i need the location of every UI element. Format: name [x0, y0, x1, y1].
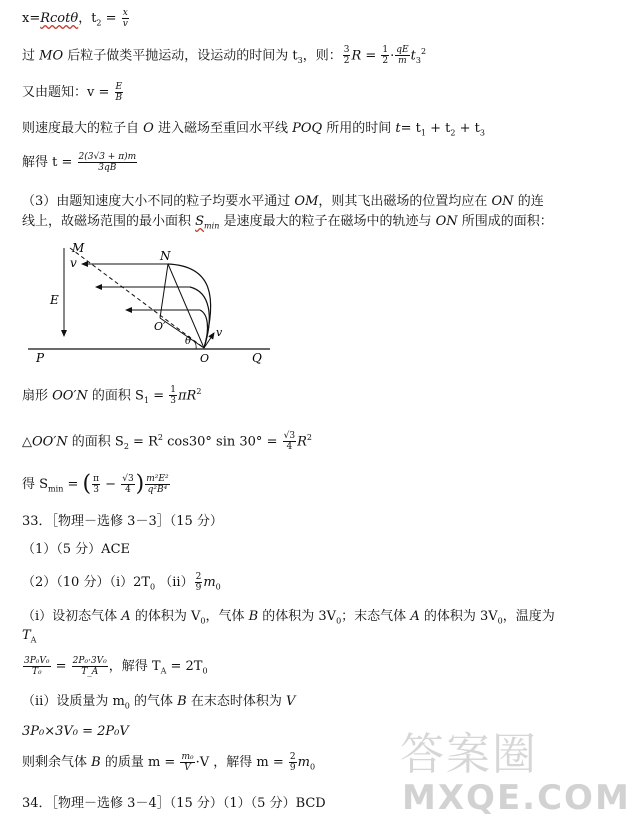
fraction: $\frac{\pi}{3}$ — [93, 474, 100, 495]
text-line-14: （i）设初态气体 A 的体积为 $V_0$，气体 B 的体积为 $3V_0$；末态气体 A 的体积为 $3V_0$，温度为 — [22, 609, 555, 626]
label-o: O — [200, 352, 210, 365]
fraction: $\frac{2}{9}$ — [289, 752, 296, 773]
eq-line-18: 3P₀×3V₀ = 2P₀V — [22, 724, 129, 739]
eq-line-4: 则速度最大的粒子自 O 进入磁场至重回水平线 POQ 所用的时间 $t= t_1 + t_2 + t_3$ — [22, 121, 485, 138]
fraction: $\frac{\text{m²E²}}{\text{q²B⁴}}$ — [146, 474, 169, 495]
text-line-15: $T_A$ — [22, 628, 37, 645]
text-line-6: （3）由题知速度大小不同的粒子均要水平通过 OM，则其飞出磁场的位置均应在 ON 的连 — [22, 194, 544, 209]
fraction: $\frac{√3}{4}$ — [122, 474, 134, 495]
magnetic-field-diagram — [0, 236, 582, 366]
watermark-en: MXQE.COM — [402, 778, 631, 818]
dashed-line-om — [70, 248, 204, 348]
watermark-zh: 答案圈 — [400, 729, 538, 780]
eq-line-16: $\frac{\text{3P₀V₀}}{\text{T₀}}$ = $\frac{\text{2P₀·3V₀}}{T\_A}$ ，解得 $T_A = 2T_0$ — [24, 656, 208, 677]
label-oprime: O′ — [154, 320, 166, 333]
wavy-underlined-term: $S_{min}$ — [195, 214, 220, 231]
fraction: $\frac{2}{9}$ — [195, 572, 202, 593]
fraction: $\frac{√3}{4}$ — [283, 431, 296, 453]
label-v-top: v — [70, 256, 77, 270]
answer-1: （1）（5 分）ACE — [22, 542, 130, 557]
label-p: P — [36, 351, 45, 365]
fraction: $\frac{\text{3P₀V₀}}{\text{T₀}}$ — [24, 656, 50, 677]
label-theta: θ — [185, 336, 192, 347]
fraction: $\frac{3}{2}$ — [343, 45, 350, 67]
section-33-heading: 33．［物理－选修 3－3］（15 分） — [22, 514, 223, 529]
eq-line-5: 解得 t = $\frac{2(3√3 + \pi)m}{3qB}$ — [22, 152, 137, 173]
watermark-logo — [392, 718, 631, 823]
label-n: N — [160, 249, 171, 263]
fraction: $\frac{\text{m₀}}{V}$ — [181, 752, 194, 773]
eq-line-2: 过 MO 后粒子做类平抛运动，设运动的时间为 $t_3$，则： $\frac{3}{2}$ R = $\frac{1}{2}$ · $\frac{qE}{m}$ $t_3^2$ — [22, 45, 427, 67]
wavy-underlined-term: Rcotθ — [40, 11, 79, 26]
text-line-7: 线上，故磁场范围的最小面积 $S_{min}$ 是速度最大的粒子在磁场中的轨迹与 ON 所围成的面积： — [22, 214, 553, 231]
fraction: $\frac{1}{3}$ — [170, 385, 176, 407]
fraction: $\frac{\text{2P₀·3V₀}}{T\_A}$ — [72, 656, 107, 677]
fraction: $\frac{2(3√3 + \pi)m}{3qB}$ — [78, 152, 137, 173]
text-line-17: （ii）设质量为 $m_0$ 的气体 B 在末态时体积为 V — [22, 694, 296, 711]
label-m: M — [72, 241, 85, 255]
label-v-o: v — [216, 326, 223, 339]
fraction: $\frac{E}{B}$ — [115, 82, 123, 103]
eq-line-19: 则剩余气体 B 的质量 m = $\frac{\text{m₀}}{V}$ ·V ，解得 m = $\frac{2}{9}$ $m_0$ — [22, 752, 316, 773]
fraction: $\frac{qE}{m}$ — [396, 45, 409, 67]
fraction: $\frac{x}{v}$ — [122, 8, 128, 29]
label-e: E — [50, 293, 59, 307]
answer-2: （2）（10 分）$(i)2T_0$ （ii） $\frac{2}{9}$ $m_0$ — [22, 572, 221, 593]
eq-line-9: △OO′N 的面积 $S_2 = R^2$ cos30° sin 30° = $\frac{√3}{4}$ $R^2$ — [22, 431, 312, 453]
label-q: Q — [252, 351, 262, 365]
eq-line-3: 又由题知：v = $\frac{E}{B}$ — [22, 82, 123, 103]
section-34-heading: 34．［物理－选修 3－4］（15 分）（1）（5 分）BCD — [22, 796, 326, 811]
eq-line-8: 扇形 OO′N 的面积 $S_1$ = $\frac{1}{3}$ $\pi R^2$ — [22, 385, 202, 407]
eq-line-1: x=Rcotθ，$t_2$ = $\frac{x}{v}$ — [22, 8, 128, 29]
fraction: $\frac{1}{2}$ — [382, 45, 389, 67]
eq-line-10: 得 $S_{min}$ = ( $\frac{\pi}{3}$ − $\frac{√3}{4}$ ) $\frac{\text{m²E²}}{\text{q²B⁴}}$ — [22, 471, 169, 497]
